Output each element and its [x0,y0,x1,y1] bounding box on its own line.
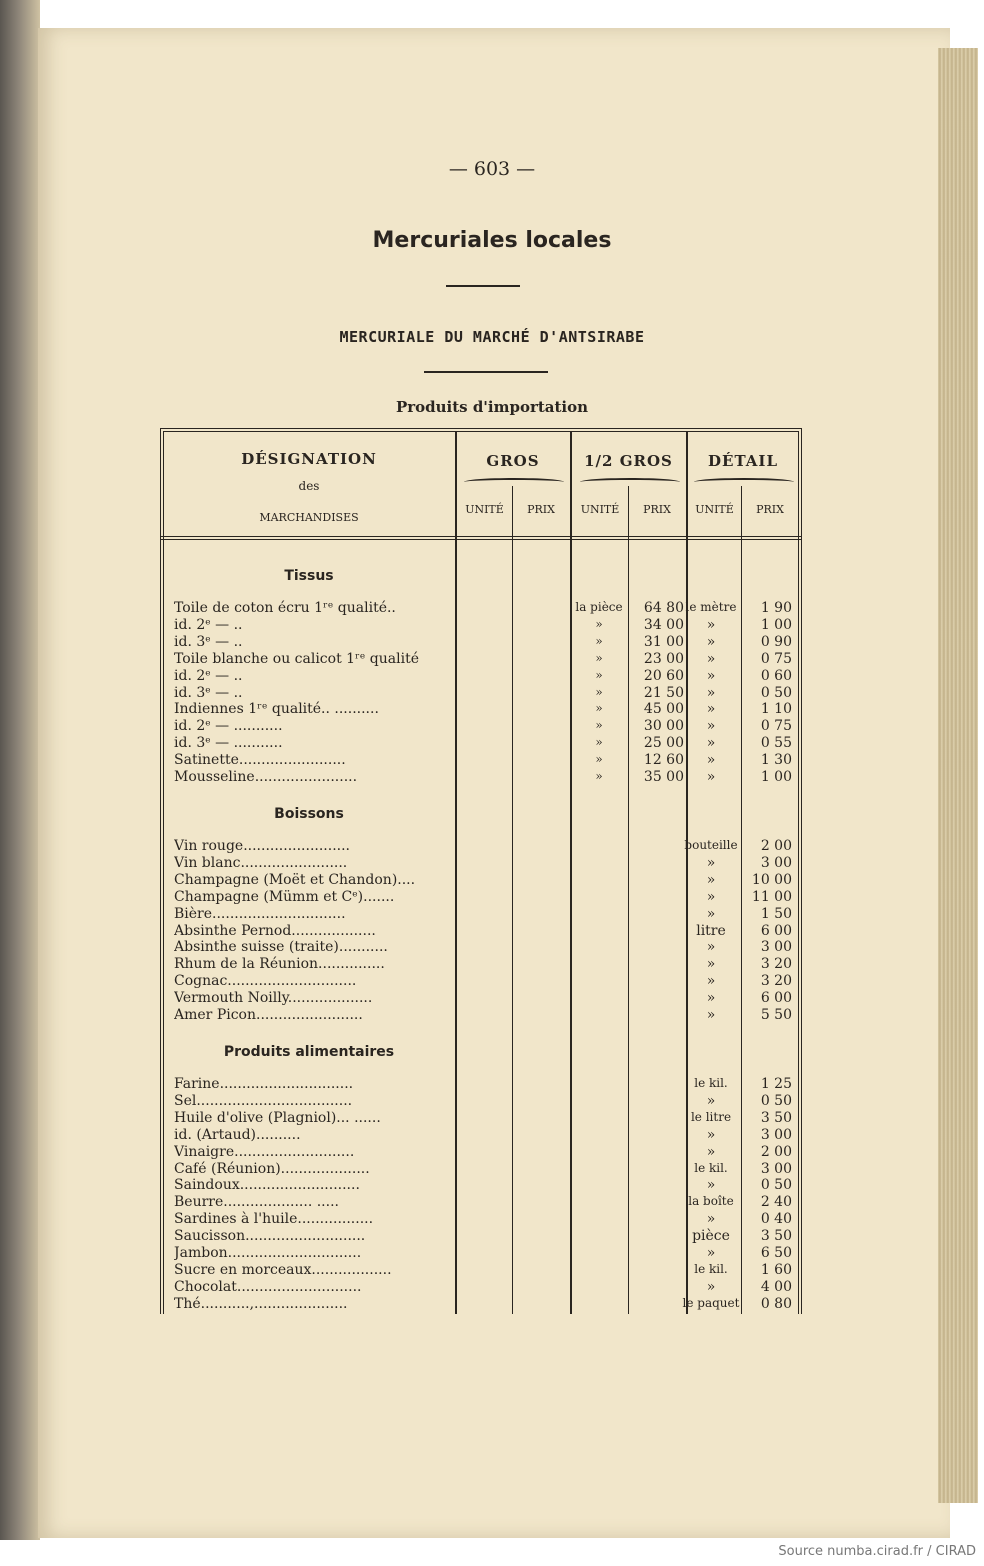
detail-price: 4 00 [760,1278,792,1295]
detail-unit: litre [696,922,726,939]
header-gros: GROS [486,452,540,470]
demi-gros-price: 23 00 [643,650,684,667]
header-demi-gros-prix: PRIX [643,503,671,516]
demi-gros-price: 35 00 [643,769,684,785]
item-label: Cognac............................. [174,973,357,990]
section-title: Tissus [284,568,334,584]
detail-unit: » [706,769,716,785]
demi-gros-unit: » [595,633,603,648]
table-row [0,1177,984,1194]
detail-unit: » [706,1126,716,1143]
item-label: Beurre.................... ..... [174,1194,339,1211]
table-row [0,855,984,872]
table-row [0,1007,984,1024]
detail-price: 1 00 [760,616,792,633]
detail-unit: » [706,684,716,701]
table-row [0,1093,984,1110]
detail-unit: bouteille [684,838,738,852]
demi-gros-unit: » [595,667,603,682]
demi-gros-price: 25 00 [643,735,684,752]
item-label: id. (Artaud).......... [174,1126,301,1143]
item-label: Saindoux........................... [174,1177,360,1194]
table-row [0,939,984,956]
table-row [0,668,984,685]
detail-unit: » [706,939,716,956]
item-label: Vermouth Noilly................... [174,990,373,1007]
demi-gros-unit: la pièce [575,600,623,614]
detail-unit: » [706,956,716,973]
item-label: Toile blanche ou calicot 1ʳᵉ qualité [174,650,419,667]
item-label: Thé...........,..................... [174,1295,348,1312]
item-label: Huile d'olive (Plagniol)... ...... [174,1109,381,1126]
detail-unit: » [706,905,716,922]
table-row [0,838,984,855]
demi-gros-unit: » [595,735,603,750]
table-row [0,718,984,735]
detail-price: 10 00 [751,871,792,888]
table-row [0,1110,984,1127]
table-row [0,1161,984,1178]
header-demi-gros-unite: UNITÉ [580,503,620,516]
item-label: Absinthe suisse (traite)........... [174,939,388,956]
brace-demi-gros [580,478,680,486]
item-label: Vinaigre........................... [174,1143,355,1160]
demi-gros-price: 12 60 [643,752,684,769]
item-label: Vin rouge........................ [174,838,350,854]
subtitle-rule [424,371,548,373]
detail-price: 0 50 [760,1092,792,1109]
detail-unit: le mètre [685,600,737,614]
detail-price: 1 50 [760,905,792,922]
demi-gros-price: 30 00 [643,718,684,735]
source-credit: Source numba.cirad.fr / CIRAD [778,1544,976,1559]
table-row [0,735,984,752]
detail-price: 3 00 [760,854,792,871]
item-label: id. 3ᵉ — .. [174,633,243,650]
detail-price: 0 50 [760,684,792,701]
detail-price: 0 90 [760,633,792,650]
header-gros-prix: PRIX [527,503,555,516]
table-row [0,685,984,702]
detail-price: 0 55 [760,735,792,752]
item-label: Vin blanc........................ [174,854,348,871]
detail-unit: » [706,752,716,769]
header-detail: DÉTAIL [708,452,778,470]
detail-price: 3 20 [760,973,792,990]
demi-gros-price: 21 50 [643,684,684,701]
detail-price: 1 25 [760,1076,792,1092]
table-row [0,990,984,1007]
item-label: Rhum de la Réunion............... [174,956,385,973]
detail-price: 2 40 [760,1194,792,1211]
detail-unit: » [706,701,716,718]
detail-price: 0 75 [760,650,792,667]
detail-unit: » [706,1177,716,1194]
detail-unit: le litre [690,1109,732,1124]
table-row [0,973,984,990]
header-designation-des: des [298,479,320,493]
detail-price: 5 50 [760,1007,792,1023]
table-row [0,872,984,889]
detail-unit: » [706,1278,716,1295]
detail-price: 1 60 [760,1261,792,1278]
detail-price: 0 50 [760,1177,792,1194]
table-row [0,923,984,940]
detail-price: 2 00 [760,1143,792,1160]
detail-price: 3 00 [760,1126,792,1143]
table-row [0,1296,984,1313]
brace-detail [694,478,794,486]
item-label: Café (Réunion).................... [174,1160,370,1177]
detail-unit: le kil. [694,1261,728,1276]
detail-unit: » [706,1211,716,1228]
table-row [0,651,984,668]
header-detail-unite: UNITÉ [695,503,734,516]
demi-gros-price: 20 60 [643,667,684,684]
detail-unit: » [706,718,716,735]
detail-unit: le kil. [694,1160,728,1175]
item-label: id. 3ᵉ — .. [174,684,243,701]
item-label: Jambon.............................. [174,1245,362,1261]
header-demi-gros: 1/2 GROS [584,452,673,470]
item-label: Mousseline....................... [174,769,358,785]
detail-price: 6 00 [760,990,792,1007]
detail-unit: » [706,667,716,684]
item-label: Champagne (Moët et Chandon).... [174,871,416,888]
detail-unit: » [706,633,716,650]
detail-price: 0 75 [760,718,792,735]
item-label: Bière.............................. [174,905,346,922]
table-row [0,1245,984,1262]
item-label: Amer Picon........................ [174,1007,363,1023]
detail-price: 1 00 [760,769,792,785]
brace-gros [464,478,564,486]
item-label: Sardines à l'huile................. [174,1211,374,1228]
table-row [0,752,984,769]
table-row [0,889,984,906]
detail-unit: » [706,1143,716,1160]
detail-price: 3 50 [760,1109,792,1126]
detail-unit: » [706,1092,716,1109]
detail-price: 1 90 [760,600,792,616]
page-title: Mercuriales locales [372,228,612,253]
section-title: Boissons [274,806,344,822]
detail-price: 3 00 [760,939,792,956]
detail-price: 3 00 [760,1160,792,1177]
detail-price: 1 30 [760,752,792,769]
demi-gros-unit: » [595,752,603,767]
detail-unit: » [706,871,716,888]
item-label: Sucre en morceaux.................. [174,1261,392,1278]
item-label: Saucisson........................... [174,1228,366,1245]
demi-gros-unit: » [595,701,603,716]
header-gros-unite: UNITÉ [465,503,504,516]
detail-unit: » [706,973,716,990]
section-heading: Produits d'importation [395,398,589,416]
detail-unit: le kil. [694,1076,728,1090]
table-row [0,1144,984,1161]
detail-price: 6 50 [760,1245,792,1261]
item-label: Sel................................... [174,1092,353,1109]
header-detail-prix: PRIX [756,503,784,516]
demi-gros-price: 31 00 [643,633,684,650]
detail-price: 0 40 [760,1211,792,1228]
demi-gros-unit: » [595,769,603,783]
detail-unit: » [706,854,716,871]
detail-price: 3 50 [760,1228,792,1245]
table-row [0,1262,984,1279]
detail-unit: le paquet [682,1295,740,1310]
table-row [0,617,984,634]
table-row [0,1127,984,1144]
demi-gros-price: 64 80 [643,600,684,616]
table-row [0,600,984,617]
item-label: Satinette........................ [174,752,346,769]
item-label: Indiennes 1ʳᵉ qualité.. .......... [174,701,379,718]
demi-gros-price: 34 00 [643,616,684,633]
item-label: Farine.............................. [174,1076,354,1092]
table-header-rule [160,536,802,540]
table-row [0,1211,984,1228]
detail-price: 0 80 [760,1295,792,1312]
demi-gros-unit: » [595,718,603,733]
table-row [0,1279,984,1296]
detail-price: 0 60 [760,667,792,684]
detail-price: 3 20 [760,956,792,973]
detail-unit: » [706,990,716,1007]
item-label: Toile de coton écru 1ʳᵉ qualité.. [174,600,396,616]
item-label: id. 2ᵉ — ........... [174,718,283,735]
demi-gros-unit: » [595,650,603,665]
detail-unit: la boîte [688,1194,734,1209]
table-row [0,906,984,923]
page-number: — 603 — [448,158,536,180]
table-row [0,634,984,651]
demi-gros-unit: » [595,684,603,699]
table-row [0,956,984,973]
detail-unit: pièce [692,1228,730,1245]
detail-unit: » [706,735,716,752]
table-row [0,1228,984,1245]
detail-unit: » [706,888,716,905]
table-row [0,1076,984,1093]
item-label: id. 3ᵉ — ........... [174,735,283,752]
detail-unit: » [706,1007,716,1023]
detail-price: 2 00 [760,838,792,854]
item-label: Chocolat............................ [174,1278,362,1295]
table-row [0,769,984,786]
demi-gros-unit: » [595,616,603,631]
detail-price: 6 00 [760,922,792,939]
title-rule [446,285,520,287]
detail-unit: » [706,650,716,667]
page-subtitle: MERCURIALE DU MARCHÉ D'ANTSIRABE [339,328,645,346]
item-label: Absinthe Pernod................... [174,922,376,939]
detail-unit: » [706,616,716,633]
table-row [0,701,984,718]
table-row [0,1194,984,1211]
item-label: Champagne (Mümm et Cᵉ)....... [174,888,395,905]
demi-gros-price: 45 00 [643,701,684,718]
section-title: Produits alimentaires [223,1044,395,1060]
detail-price: 11 00 [751,888,792,905]
item-label: id. 2ᵉ — .. [174,616,243,633]
detail-unit: » [706,1245,716,1261]
detail-price: 1 10 [760,701,792,718]
item-label: id. 2ᵉ — .. [174,667,243,684]
header-designation: DÉSIGNATION [241,450,377,468]
header-designation-marchandises: MARCHANDISES [259,511,359,524]
